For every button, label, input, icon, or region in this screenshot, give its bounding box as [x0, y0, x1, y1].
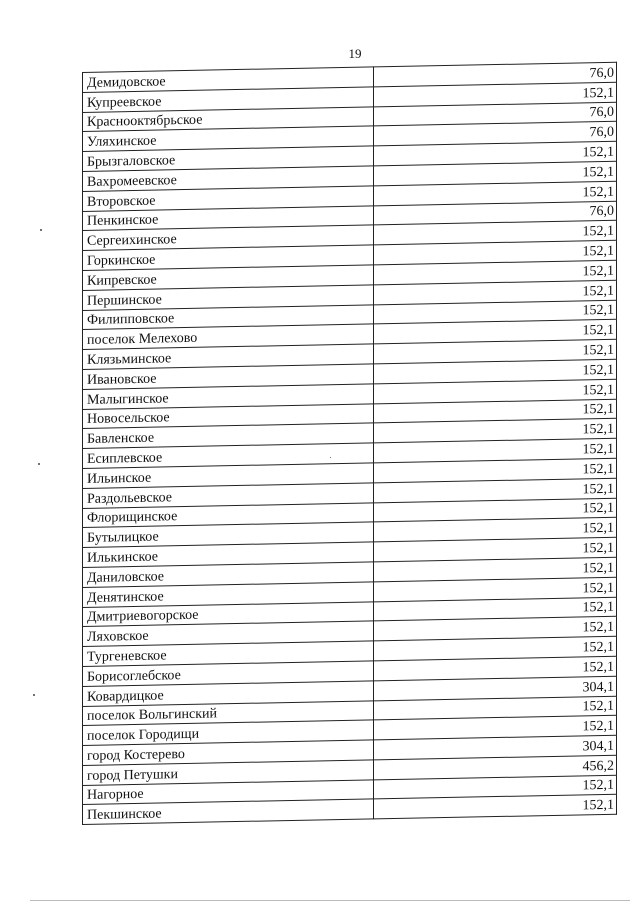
- settlement-name-cell: Горкинское: [83, 245, 374, 270]
- settlement-name-cell: Новосельское: [83, 403, 374, 428]
- amount-cell: 152,1: [374, 82, 617, 106]
- settlement-name-cell: Илькинское: [83, 542, 374, 567]
- amount-cell: 152,1: [374, 181, 617, 205]
- amount-cell: 152,1: [374, 300, 617, 324]
- amount-cell: 152,1: [374, 458, 617, 482]
- amount-cell: 152,1: [374, 557, 617, 581]
- settlement-name-cell: Ковардицкое: [83, 681, 374, 706]
- allocation-table-wrapper: [82, 62, 617, 826]
- scan-speck: [40, 229, 42, 231]
- amount-cell: 152,1: [374, 280, 617, 304]
- settlement-name-cell: Вахромеевское: [83, 166, 374, 191]
- settlement-name-cell: Филипповское: [83, 304, 374, 329]
- settlement-name-cell: Ивановское: [83, 364, 374, 389]
- settlement-name-cell: Даниловское: [83, 562, 374, 587]
- amount-cell: 76,0: [374, 201, 617, 225]
- amount-cell: 152,1: [374, 320, 617, 344]
- amount-cell: 76,0: [374, 122, 617, 146]
- settlement-name-cell: Купреевское: [83, 87, 374, 112]
- settlement-name-cell: Нагорное: [83, 780, 374, 805]
- amount-cell: 152,1: [374, 260, 617, 284]
- amount-cell: 304,1: [374, 676, 617, 700]
- amount-cell: 152,1: [374, 498, 617, 522]
- amount-cell: 152,1: [374, 617, 617, 641]
- settlement-name-cell: Уляхинское: [83, 126, 374, 151]
- settlement-name-cell: Ляховское: [83, 621, 374, 646]
- settlement-name-cell: Есиплевское: [83, 443, 374, 468]
- amount-cell: 152,1: [374, 399, 617, 423]
- amount-cell: 152,1: [374, 478, 617, 502]
- amount-cell: 152,1: [374, 577, 617, 601]
- amount-cell: 76,0: [374, 102, 617, 126]
- settlement-name-cell: Флорищинское: [83, 502, 374, 527]
- amount-cell: 152,1: [374, 438, 617, 462]
- amount-cell: 152,1: [374, 419, 617, 443]
- amount-cell: 152,1: [374, 359, 617, 383]
- settlement-name-cell: Денятинское: [83, 582, 374, 607]
- amount-cell: 152,1: [374, 221, 617, 245]
- settlement-name-cell: Клязьминское: [83, 344, 374, 369]
- amount-cell: 152,1: [374, 656, 617, 680]
- scan-speck: [38, 463, 40, 465]
- scan-speck: [33, 694, 35, 696]
- amount-cell: 152,1: [374, 597, 617, 621]
- amount-cell: 152,1: [374, 696, 617, 720]
- allocation-table: [82, 62, 617, 826]
- amount-cell: 152,1: [374, 339, 617, 363]
- amount-cell: 76,0: [374, 62, 617, 86]
- settlement-name-cell: Второвское: [83, 186, 374, 211]
- amount-cell: 152,1: [374, 141, 617, 165]
- settlement-name-cell: Красноoктябрьское: [83, 106, 374, 131]
- amount-cell: 304,1: [374, 735, 617, 759]
- settlement-name-cell: город Петушки: [83, 760, 374, 785]
- settlement-name-cell: Першинское: [83, 285, 374, 310]
- amount-cell: 152,1: [374, 161, 617, 185]
- amount-cell: 152,1: [374, 795, 617, 819]
- amount-cell: 152,1: [374, 775, 617, 799]
- scan-speck: [330, 457, 331, 458]
- settlement-name-cell: Пенкинское: [83, 205, 374, 230]
- settlement-name-cell: Бутылицкое: [83, 522, 374, 547]
- amount-cell: 152,1: [374, 240, 617, 264]
- settlement-name-cell: поселок Мелехово: [83, 324, 374, 349]
- settlement-name-cell: поселок Городищи: [83, 720, 374, 745]
- settlement-name-cell: Сергеихинское: [83, 225, 374, 250]
- allocation-table-body: [83, 62, 617, 825]
- settlement-name-cell: Борисоглебское: [83, 661, 374, 686]
- settlement-name-cell: Тургеневское: [83, 641, 374, 666]
- amount-cell: 152,1: [374, 636, 617, 660]
- amount-cell: 152,1: [374, 716, 617, 740]
- settlement-name-cell: Дмитриевогорское: [83, 601, 374, 626]
- settlement-name-cell: Ильинское: [83, 463, 374, 488]
- settlement-name-cell: Малыгинское: [83, 384, 374, 409]
- settlement-name-cell: город Костерево: [83, 740, 374, 765]
- settlement-name-cell: Пекшинское: [83, 799, 374, 824]
- amount-cell: 152,1: [374, 537, 617, 561]
- settlement-name-cell: Кипревское: [83, 265, 374, 290]
- settlement-name-cell: Бавленское: [83, 423, 374, 448]
- amount-cell: 152,1: [374, 518, 617, 542]
- scan-edge-line: [30, 900, 630, 901]
- settlement-name-cell: Раздольевское: [83, 483, 374, 508]
- amount-cell: 152,1: [374, 379, 617, 403]
- settlement-name-cell: Брызгаловское: [83, 146, 374, 171]
- settlement-name-cell: поселок Вольгинский: [83, 700, 374, 725]
- settlement-name-cell: Демидовское: [83, 67, 374, 92]
- amount-cell: 456,2: [374, 755, 617, 779]
- page-number: 19: [348, 46, 362, 61]
